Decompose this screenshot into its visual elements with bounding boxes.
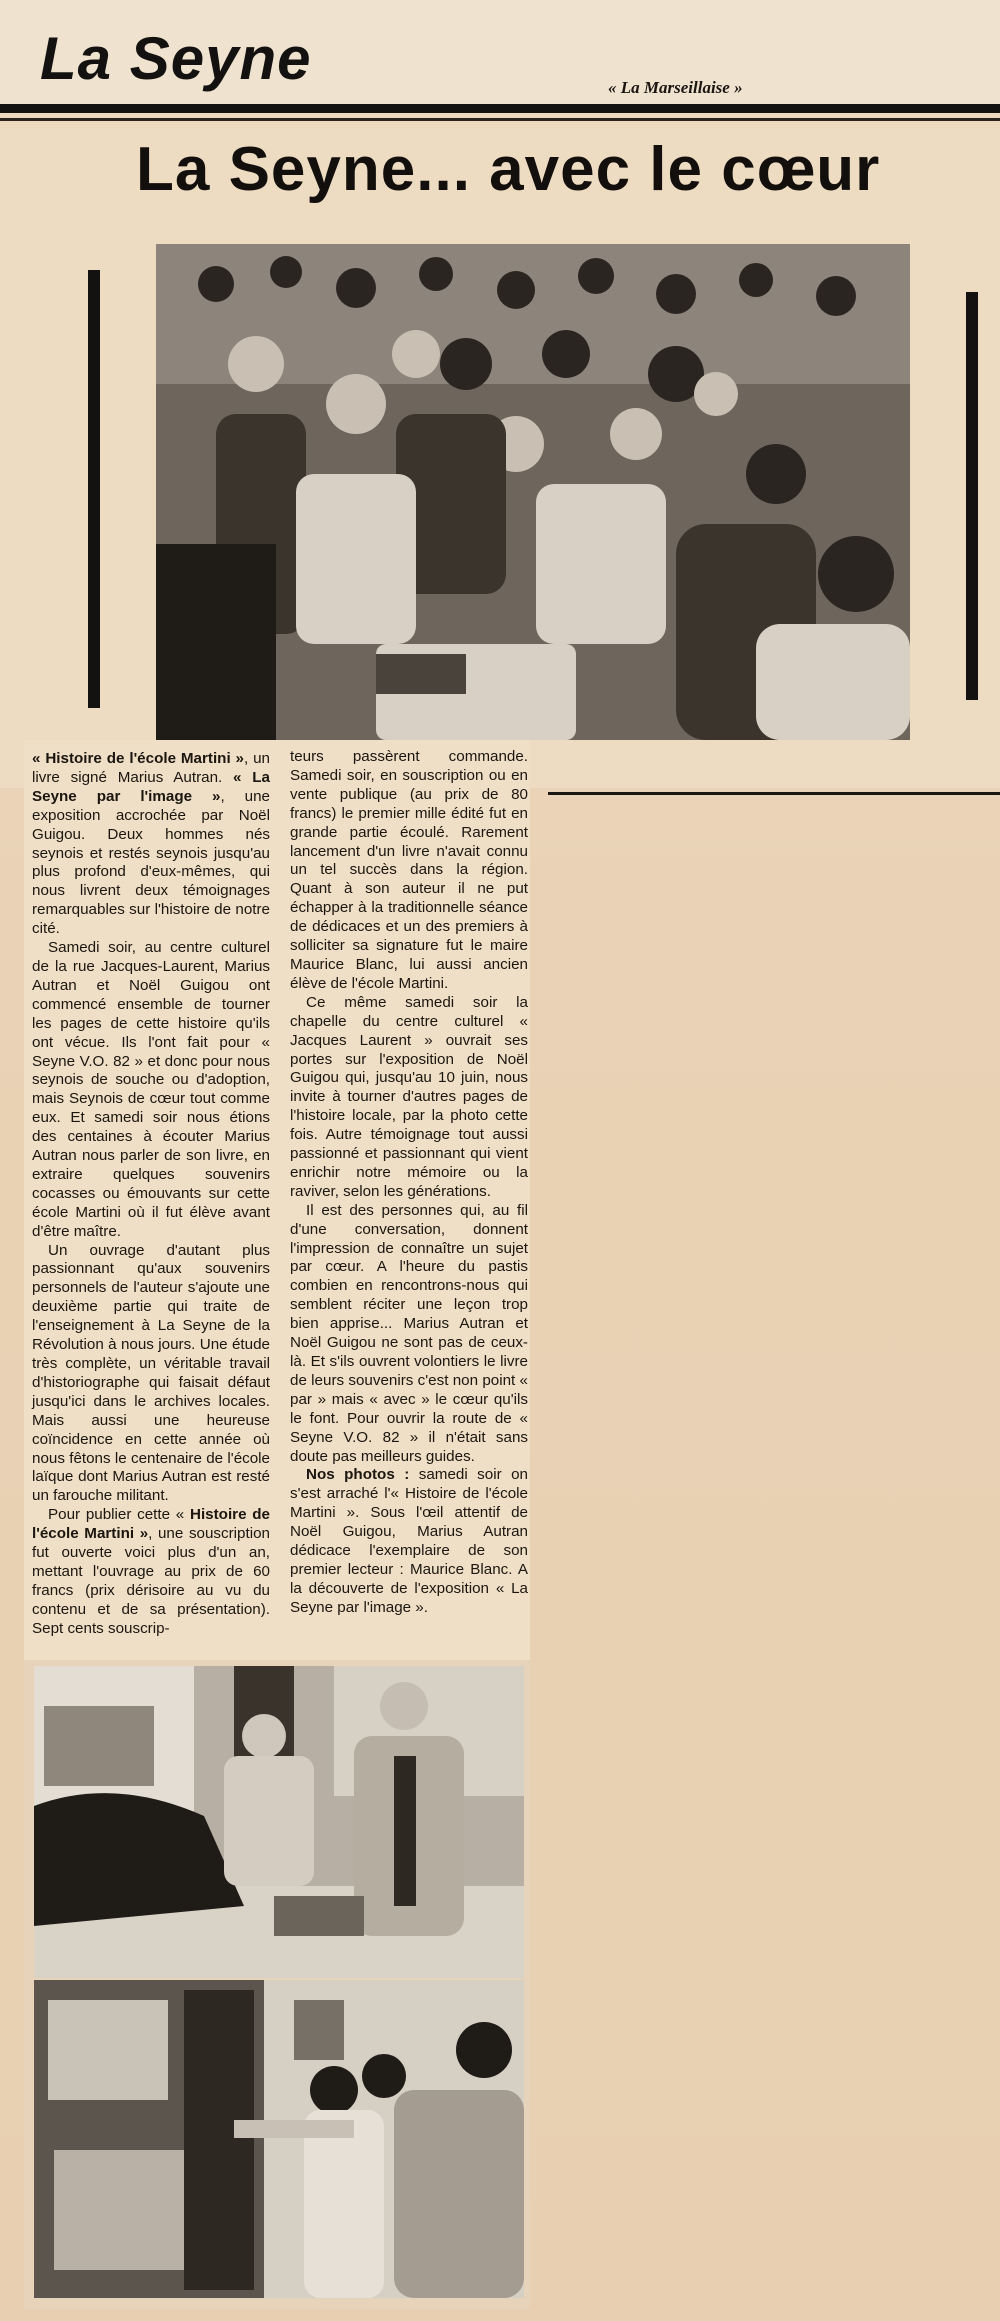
exhibition-photo [34, 1980, 524, 2298]
text-run: , une souscription fut ouverte voici plus d'un an, mettant l'ouvrage au prix de 60 francs (prix dérisoire au vu du contenu et de sa présentation). Sept cents souscrip- [32, 1525, 270, 1637]
crowd-photo [156, 244, 910, 740]
paragraph: Ce même samedi soir la chapelle du centre culturel « Jacques Laurent » ouvrait ses portes sur l'exposition de Noël Guigou qui, jusqu'au 10 juin, nous invite à tourner d'autres pages de l'histoire locale, par la photo cette fois. Autre témoignage tout aussi passionné et passionnant qui vient enrichir notre mémoire ou la raviver, selon les générations. [290, 993, 528, 1200]
section-title: La Seyne [40, 25, 312, 92]
headline: La Seyne... avec le cœur [136, 135, 881, 204]
caption-label: Nos photos : [306, 1466, 410, 1484]
paragraph [290, 1466, 528, 1617]
paragraph [32, 750, 270, 939]
book-signing-photo [34, 1666, 524, 1978]
exhibition-title: « La Seyne par l'image » [32, 768, 270, 805]
text-run: , une exposition accrochée par Noël Guigou. Deux hommes nés seynois et restés seynois jusqu'au plus profond d'eux-mêmes, qui nous livrent deux témoignages remarquables sur l'histoire de notre cité. [32, 787, 270, 938]
paragraph: Un ouvrage d'autant plus passionnant qu'aux souvenirs personnels de l'auteur s'ajoute une deuxième partie qui traite de l'enseignement à La Seyne de la Révolution à nous jours. Une étude très complète, un véritable travail d'historiographe qui faisait défaut jusqu'ici dans le archives locales. Mais aussi une heureuse coïncidence en cette année où nous fêtons le centenaire de l'école laïque dont Marius Autran est resté un farouche militant. [32, 1241, 270, 1505]
text-run: , un livre signé Marius Autran. [32, 750, 270, 786]
paragraph: Samedi soir, au centre culturel de la rue Jacques-Laurent, Marius Autran et Noël Guigou ont commencé ensemble de tourner les pages de cette histoire qu'ils ont vécue. Ils l'ont fait pour « Seyne V.O. 82 » et donc pour nous seynois de souche ou d'adoption, mais Seynois de cœur tout comme eux. Et samedi soir nous étions des centaines à écouter Marius Autran nous parler de son livre, en extraire quelques souvenirs cocasses ou émouvants sur cette école Martini où il fut élève avant d'être maître. [32, 939, 270, 1240]
text-run: Pour publier cette « [48, 1506, 190, 1524]
right-border-bar [966, 292, 978, 700]
paragraph [32, 1506, 270, 1638]
newspaper-source: « La Marseillaise » [608, 78, 743, 97]
left-border-bar [88, 270, 100, 708]
text-run: samedi soir on s'est arraché l'« Histoire de l'école Martini ». Sous l'œil attentif de Noël Guigou, Marius Autran dédicace l'exemplaire de son premier lecteur : Maurice Blanc. A la découverte de l'exposition « La Seyne par l'image ». [290, 1466, 529, 1616]
column-rule [548, 792, 1000, 795]
paragraph: Il est des personnes qui, au fil d'une conversation, donnent l'impression de connaître un sujet par cœur. A l'heure du pastis combien en rencontrons-nous qui semblent réciter une leçon trop bien apprise... Marius Autran et Noël Guigou ne sont pas de ceux-là. Et s'ils ouvrent volontiers le livre de leurs souvenirs c'est non point « par » mais « avec » le cœur qu'ils le font. Pour ouvrir la route de « Seyne V.O. 82 » il n'était sans doute pas meilleurs guides. [290, 1201, 528, 1465]
header-rule-thin [0, 118, 1000, 121]
paragraph: teurs passèrent commande. Samedi soir, en souscription ou en vente publique (au prix de 80 francs) le premier mille édité fut en grande partie écoulé. Rarement lancement d'un livre n'avait connu un tel succès dans la région. Quant à son auteur il ne put échapper à la traditionnelle séance de dédicaces et un des premiers à solliciter sa signature fut le maire Maurice Blanc, lui aussi ancien élève de l'école Martini. [290, 748, 528, 992]
book-title: « Histoire de l'école Martini » [32, 750, 244, 767]
article-column-2 [290, 748, 528, 1618]
article-column-1 [32, 750, 270, 1639]
book-title: Histoire de l'école Martini » [32, 1506, 270, 1543]
header-rule-thick [0, 104, 1000, 113]
